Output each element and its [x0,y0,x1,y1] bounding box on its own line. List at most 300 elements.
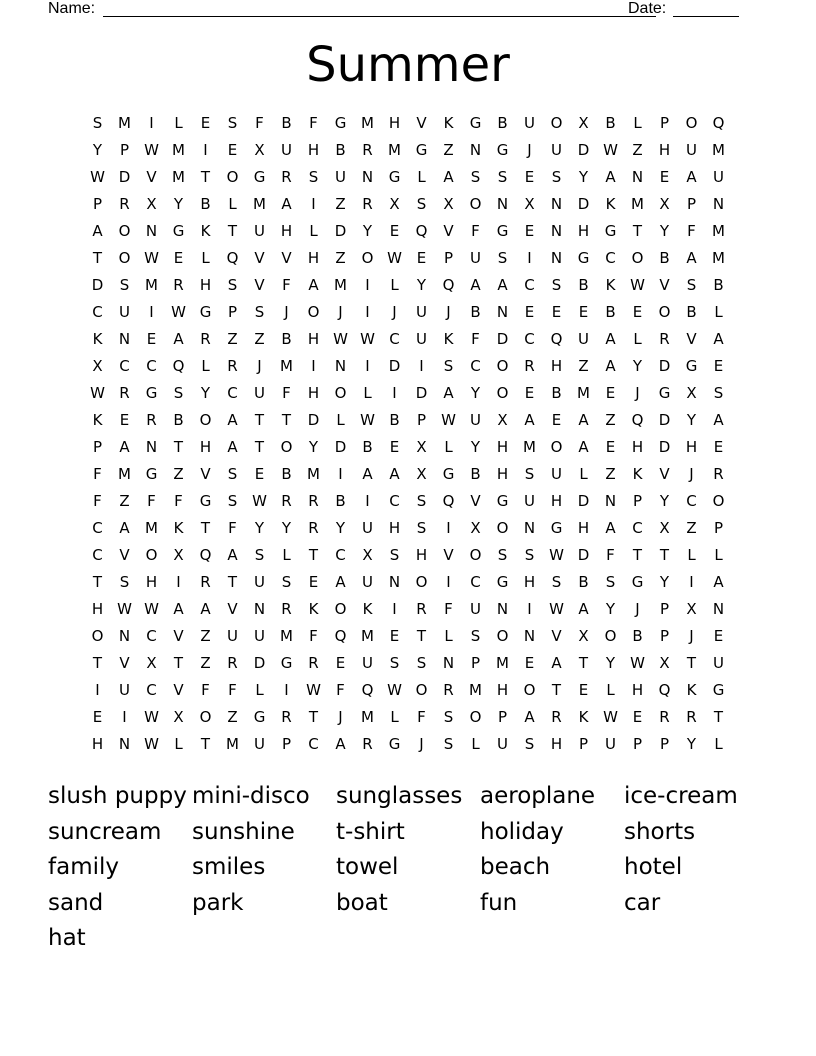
grid-letter: E [713,627,724,645]
grid-letter: E [227,141,238,159]
grid-letter: N [442,654,455,672]
grid-letter: S [713,384,724,402]
grid-letter: W [306,681,321,699]
grid-letter: D [658,438,671,456]
grid-letter: H [91,735,104,753]
grid-letter: Z [254,330,265,348]
grid-letter: A [443,168,454,186]
grid-letter: V [686,330,697,348]
word-list-item: fun [480,889,518,916]
grid-letter: S [524,546,535,564]
grid-letter: G [388,735,401,753]
grid-letter: L [174,114,183,132]
grid-letter: K [92,411,103,429]
grid-letter: Y [173,195,184,213]
grid-letter: T [92,249,103,267]
grid-letter: G [253,708,266,726]
grid-letter: G [712,681,725,699]
grid-letter: C [605,249,616,267]
grid-letter: O [550,114,563,132]
grid-letter: S [470,627,481,645]
grid-letter: E [605,384,616,402]
grid-letter: M [712,222,725,240]
grid-letter: G [253,168,266,186]
grid-letter: U [470,411,481,429]
grid-letter: Q [226,249,239,267]
grid-letter: E [173,249,184,267]
grid-letter: X [497,411,508,429]
grid-letter: U [551,141,562,159]
grid-letter: A [200,600,211,618]
grid-letter: C [308,735,319,753]
grid-letter: D [118,168,131,186]
grid-letter: A [524,411,535,429]
grid-letter: P [443,249,454,267]
grid-letter: I [365,303,370,321]
grid-letter: D [334,438,347,456]
grid-letter: O [199,708,212,726]
grid-letter: X [416,438,427,456]
grid-letter: S [416,519,427,537]
grid-letter: A [92,222,103,240]
grid-letter: A [605,519,616,537]
grid-letter: X [389,195,400,213]
grid-letter: Z [335,195,346,213]
grid-letter: S [524,465,535,483]
grid-letter: N [712,600,725,618]
grid-letter: N [118,735,131,753]
grid-letter: A [713,411,724,429]
grid-letter: N [550,249,563,267]
grid-letter: G [469,114,482,132]
grid-letter: E [524,222,535,240]
grid-letter: Y [470,384,481,402]
grid-letter: W [90,384,105,402]
grid-letter: W [171,303,186,321]
grid-letter: O [469,195,482,213]
grid-letter: U [254,222,265,240]
grid-letter: E [200,114,211,132]
grid-letter: Y [578,168,589,186]
grid-letter: A [335,735,346,753]
grid-letter: T [659,546,670,564]
grid-letter: S [551,276,562,294]
grid-letter: E [713,438,724,456]
grid-letter: N [550,195,563,213]
grid-letter: H [496,681,509,699]
grid-letter: W [387,681,402,699]
grid-letter: F [228,519,237,537]
grid-letter: P [659,627,670,645]
grid-letter: C [92,519,103,537]
grid-letter: S [281,573,292,591]
grid-letter: M [172,168,185,186]
grid-letter: E [578,681,589,699]
word-list-item: family [48,854,119,880]
grid-letter: Z [335,249,346,267]
grid-row [84,731,732,758]
grid-letter: W [603,708,618,726]
grid-letter: W [549,546,564,564]
grid-letter: J [392,303,397,321]
grid-letter: P [227,303,238,321]
grid-letter: X [578,114,589,132]
grid-letter: O [415,573,428,591]
grid-letter: O [415,681,428,699]
grid-letter: B [713,276,724,294]
grid-letter: H [523,573,536,591]
grid-letter: J [446,303,451,321]
grid-letter: M [226,735,239,753]
grid-letter: X [686,384,697,402]
grid-letter: G [604,222,617,240]
grid-letter: X [92,357,103,375]
grid-letter: F [228,681,237,699]
grid-letter: C [92,303,103,321]
grid-letter: O [604,627,617,645]
grid-letter: O [280,438,293,456]
grid-letter: Q [334,627,347,645]
grid-letter: N [604,492,617,510]
grid-letter: T [254,411,265,429]
grid-letter: G [685,357,698,375]
grid-letter: P [632,735,643,753]
grid-row [84,407,732,434]
grid-letter: N [118,330,131,348]
grid-letter: I [284,681,289,699]
grid-letter: I [527,249,532,267]
grid-letter: F [201,681,210,699]
grid-letter: G [496,222,509,240]
grid-letter: U [362,654,373,672]
grid-letter: B [362,438,373,456]
grid-letter: L [390,708,399,726]
grid-letter: O [496,384,509,402]
grid-letter: Q [442,492,455,510]
grid-letter: L [687,546,696,564]
grid-letter: E [713,357,724,375]
grid-letter: E [254,465,265,483]
grid-letter: M [118,465,131,483]
grid-row [84,704,732,731]
grid-letter: G [199,303,212,321]
grid-letter: L [444,438,453,456]
grid-letter: P [92,195,103,213]
grid-letter: Q [172,357,185,375]
grid-letter: T [686,654,697,672]
grid-letter: O [658,303,671,321]
grid-letter: R [227,357,238,375]
grid-letter: B [578,573,589,591]
grid-row [84,191,732,218]
grid-letter: H [658,141,671,159]
grid-letter: S [470,168,481,186]
grid-letter: H [307,384,320,402]
grid-letter: Q [550,330,563,348]
date-label: Date: [628,0,667,17]
grid-letter: K [443,330,454,348]
grid-letter: C [686,492,697,510]
grid-letter: H [415,546,428,564]
grid-letter: O [496,519,509,537]
grid-letter: R [173,276,184,294]
grid-letter: O [361,249,374,267]
grid-letter: Y [200,384,211,402]
grid-letter: J [284,303,289,321]
grid-letter: C [470,573,481,591]
grid-letter: S [551,168,562,186]
grid-letter: H [685,438,698,456]
grid-letter: I [527,600,532,618]
grid-letter: R [362,195,373,213]
grid-letter: O [118,249,131,267]
grid-letter: N [118,627,131,645]
grid-letter: E [308,573,319,591]
grid-letter: T [281,411,292,429]
grid-letter: S [686,276,697,294]
grid-letter: H [496,438,509,456]
grid-letter: J [527,141,532,159]
word-list-item: holiday [480,818,564,845]
grid-letter: F [255,114,264,132]
grid-letter: F [93,492,102,510]
grid-letter: M [469,681,482,699]
grid-letter: A [605,357,616,375]
grid-letter: G [145,465,158,483]
grid-letter: J [635,600,640,618]
grid-letter: N [388,573,401,591]
grid-letter: A [443,384,454,402]
grid-letter: U [524,114,535,132]
grid-letter: P [686,195,697,213]
word-list-item: aeroplane [480,783,596,809]
word-list-item: towel [336,854,399,880]
grid-letter: P [632,492,643,510]
grid-letter: P [713,519,724,537]
grid-letter: E [659,168,670,186]
grid-letter: D [658,411,671,429]
grid-letter: S [497,249,508,267]
grid-letter: Z [119,492,130,510]
grid-letter: A [227,411,238,429]
grid-letter: A [578,438,589,456]
grid-letter: Z [227,708,238,726]
grid-letter: I [203,141,208,159]
grid-letter: B [281,114,292,132]
grid-letter: U [335,168,346,186]
grid-letter: M [712,249,725,267]
grid-letter: L [444,627,453,645]
grid-letter: A [686,168,697,186]
grid-letter: U [578,330,589,348]
grid-letter: V [146,168,157,186]
grid-letter: B [200,195,211,213]
grid-letter: U [713,168,724,186]
grid-letter: I [95,681,100,699]
grid-letter: T [200,735,211,753]
grid-letter: G [577,249,590,267]
grid-letter: W [549,600,564,618]
word-list-item: ice-cream [624,783,738,809]
grid-row [84,677,732,704]
grid-letter: P [659,114,670,132]
grid-letter: B [389,411,400,429]
grid-letter: O [523,681,536,699]
grid-letter: N [361,168,374,186]
grid-letter: C [389,330,400,348]
grid-letter: G [496,141,509,159]
grid-letter: W [144,141,159,159]
grid-letter: N [496,195,509,213]
grid-letter: X [686,600,697,618]
grid-letter: Z [227,330,238,348]
grid-letter: X [146,654,157,672]
grid-letter: A [119,519,130,537]
grid-letter: K [173,519,184,537]
grid-letter: R [281,600,292,618]
grid-letter: Y [281,519,292,537]
grid-letter: L [579,465,588,483]
grid-letter: D [334,222,347,240]
grid-letter: D [658,357,671,375]
grid-letter: W [630,276,645,294]
grid-letter: V [470,492,481,510]
grid-letter: F [174,492,183,510]
grid-letter: S [227,492,238,510]
grid-letter: B [497,114,508,132]
grid-letter: A [308,276,319,294]
grid-letter: Q [658,681,671,699]
grid-letter: I [419,357,424,375]
grid-letter: H [550,492,563,510]
grid-letter: C [119,357,130,375]
grid-letter: F [309,627,318,645]
grid-letter: T [92,573,103,591]
grid-letter: B [335,492,346,510]
grid-letter: Y [686,411,697,429]
grid-row [84,488,732,515]
grid-letter: G [199,492,212,510]
grid-letter: U [119,681,130,699]
grid-letter: C [335,546,346,564]
grid-letter: R [200,330,211,348]
grid-letter: A [551,654,562,672]
grid-letter: G [631,573,644,591]
grid-letter: X [659,195,670,213]
grid-letter: P [497,708,508,726]
grid-letter: A [578,411,589,429]
grid-letter: D [577,141,590,159]
grid-letter: D [415,384,428,402]
grid-letter: T [227,222,238,240]
grid-letter: R [308,519,319,537]
grid-letter: V [443,546,454,564]
grid-letter: X [659,519,670,537]
grid-letter: O [199,411,212,429]
grid-letter: C [146,681,157,699]
grid-letter: A [578,600,589,618]
grid-letter: P [659,600,670,618]
grid-letter: T [173,438,184,456]
grid-letter: N [523,627,536,645]
grid-letter: A [281,195,292,213]
grid-letter: Z [686,519,697,537]
grid-letter: S [119,573,130,591]
grid-letter: D [91,276,104,294]
grid-letter: T [200,168,211,186]
grid-letter: W [333,330,348,348]
grid-letter: V [416,114,427,132]
grid-letter: O [226,168,239,186]
grid-letter: S [605,573,616,591]
grid-letter: X [173,546,184,564]
grid-letter: N [145,222,158,240]
grid-letter: J [689,465,694,483]
grid-letter: N [145,438,158,456]
grid-letter: S [497,546,508,564]
grid-letter: G [334,114,347,132]
grid-letter: V [254,276,265,294]
grid-letter: R [659,330,670,348]
grid-letter: Y [605,600,616,618]
grid-letter: A [713,573,724,591]
word-search-grid [84,110,732,758]
grid-letter: W [360,411,375,429]
grid-letter: L [714,546,723,564]
grid-letter: D [577,492,590,510]
grid-letter: L [471,735,480,753]
grid-letter: O [334,600,347,618]
grid-letter: O [469,708,482,726]
grid-letter: O [145,546,158,564]
grid-letter: J [689,627,694,645]
grid-letter: T [551,681,562,699]
grid-letter: Z [443,141,454,159]
grid-letter: U [416,303,427,321]
grid-letter: U [254,627,265,645]
grid-letter: N [523,519,536,537]
grid-letter: O [118,222,131,240]
grid-letter: H [388,519,401,537]
grid-letter: P [119,141,130,159]
grid-letter: R [524,357,535,375]
grid-letter: G [145,384,158,402]
grid-letter: X [443,195,454,213]
grid-letter: S [416,492,427,510]
grid-letter: Q [361,681,374,699]
grid-letter: S [443,708,454,726]
grid-letter: I [122,708,127,726]
grid-letter: O [496,357,509,375]
grid-letter: V [173,627,184,645]
word-list-item: boat [336,889,388,916]
grid-letter: T [254,438,265,456]
grid-letter: S [416,195,427,213]
grid-letter: T [92,654,103,672]
grid-letter: G [415,141,428,159]
grid-letter: S [443,735,454,753]
grid-letter: E [92,708,103,726]
grid-letter: M [523,438,536,456]
grid-letter: B [281,465,292,483]
grid-letter: K [605,195,616,213]
grid-letter: Y [254,519,265,537]
grid-letter: E [524,654,535,672]
grid-letter: W [630,654,645,672]
grid-letter: Y [659,492,670,510]
grid-letter: Q [199,546,212,564]
grid-letter: H [199,438,212,456]
